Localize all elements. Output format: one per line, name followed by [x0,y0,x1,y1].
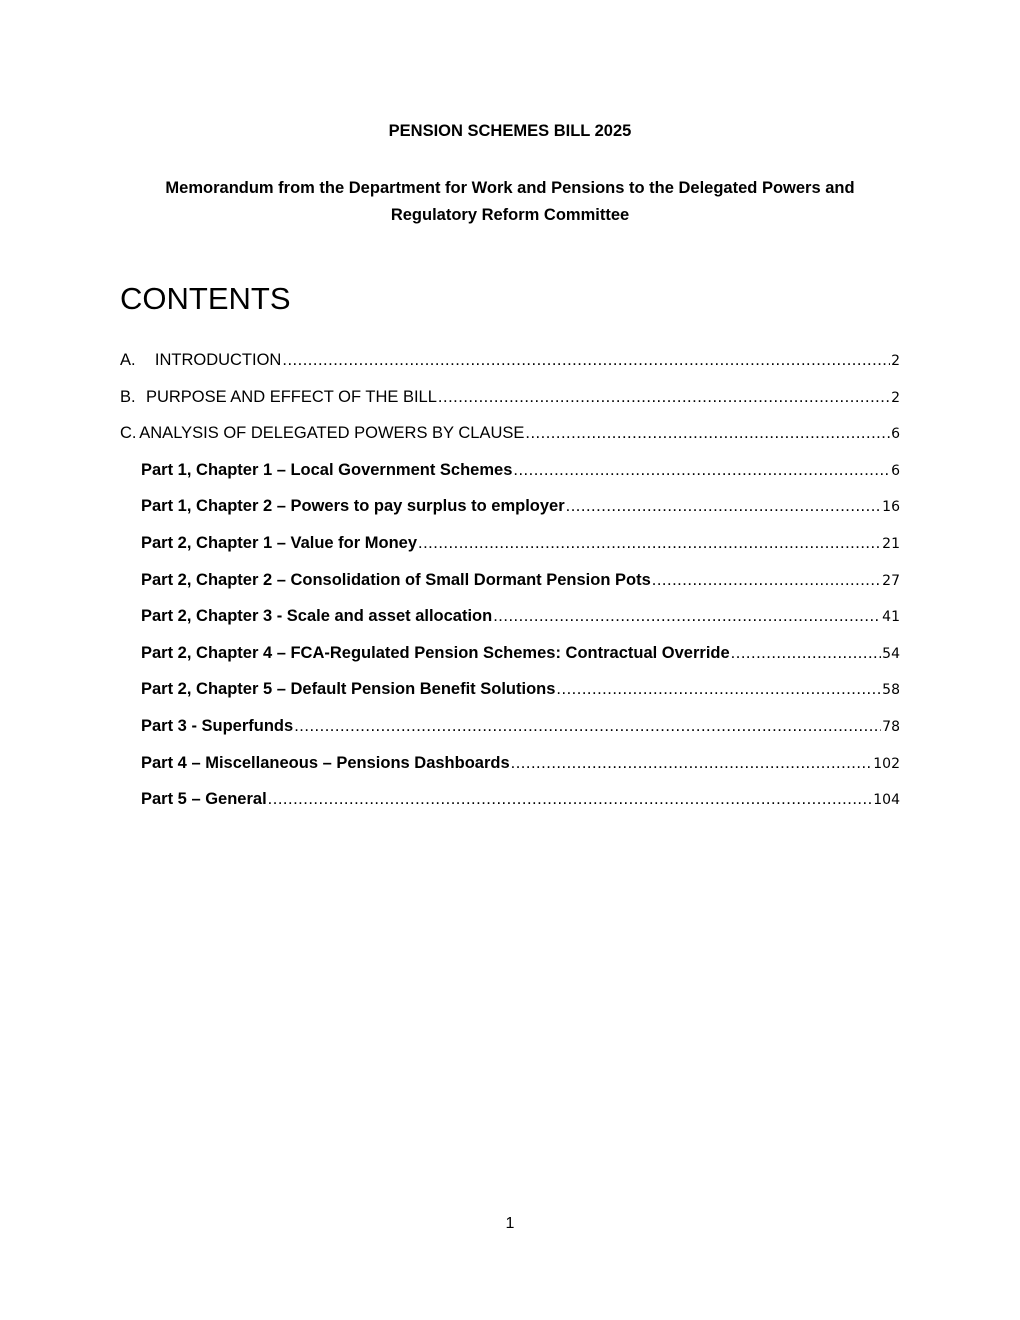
toc-page-number: 27 [882,572,900,589]
dot-leader [511,754,873,773]
dot-leader [294,717,881,736]
toc-page-number: 21 [882,535,900,552]
toc-entry-part5[interactable] [120,790,900,827]
toc-page-number: 6 [891,426,900,443]
toc-page-number: 2 [891,389,900,406]
dot-leader [731,644,882,663]
dot-leader [652,571,881,590]
toc-page-number: 54 [882,645,900,662]
dot-leader [493,607,881,626]
toc-page-number: 104 [873,792,900,809]
toc-page-number: 16 [882,499,900,516]
dot-leader [282,351,890,370]
contents-heading: CONTENTS [120,281,291,316]
toc-text: ANALYSIS OF DELEGATED POWERS BY CLAUSE [139,424,525,443]
toc-text: INTRODUCTION [154,351,282,369]
toc-entry-purpose-and-effect[interactable] [120,388,900,425]
toc-text: PURPOSE AND EFFECT OF THE BILL [145,387,437,406]
toc-text: Part 2, Chapter 1 – Value for Money [141,533,418,552]
toc-text: Part 4 – Miscellaneous – Pensions Dashboards [141,753,510,772]
toc-text: Part 2, Chapter 3 - Scale and asset allocation [141,607,493,626]
toc-page-number: 102 [873,755,900,772]
toc-entry-part2-ch3[interactable] [120,607,900,644]
toc-entry-part2-ch1[interactable] [120,534,900,571]
dot-leader [566,497,882,516]
toc-letter: C. [120,424,137,443]
toc-page-number: 6 [891,462,900,479]
table-of-contents [120,351,900,827]
toc-text: Part 5 – General [141,790,267,809]
toc-entry-analysis[interactable] [120,424,900,461]
dot-leader [513,461,890,480]
toc-text: Part 3 - Superfunds [141,716,294,735]
toc-text: Part 2, Chapter 2 – Consolidation of Small Dormant Pension Pots [141,570,651,589]
toc-entry-part2-ch4[interactable] [120,644,900,681]
dot-leader [268,790,873,809]
document-title: PENSION SCHEMES BILL 2025 [388,122,632,140]
toc-entry-part4[interactable] [120,754,900,791]
dot-leader [418,534,881,553]
toc-text: Part 2, Chapter 5 – Default Pension Benefit Solutions [141,680,556,699]
toc-text: Part 1, Chapter 2 – Powers to pay surplus to employer [141,497,565,516]
toc-letter: A. [120,351,136,369]
toc-entry-part1-ch2[interactable] [120,497,900,534]
dot-leader [556,680,881,699]
toc-entry-part3[interactable] [120,717,900,754]
toc-text: Part 1, Chapter 1 – Local Government Schemes [141,460,513,479]
toc-page-number: 58 [882,682,900,699]
document-subtitle: Memorandum from the Department for Work and Pensions to the Delegated Powers and Regulatory Reform Committee [165,179,855,224]
toc-entry-introduction[interactable] [120,351,900,388]
dot-leader [525,424,890,443]
toc-page-number: 78 [882,718,900,735]
dot-leader [438,388,890,407]
toc-entry-part2-ch2[interactable] [120,571,900,608]
toc-page-number: 41 [882,609,900,626]
toc-entry-part2-ch5[interactable] [120,680,900,717]
toc-entry-part1-ch1[interactable] [120,461,900,498]
page-number: 1 [505,1215,515,1232]
toc-text: Part 2, Chapter 4 – FCA-Regulated Pension Schemes: Contractual Override [141,643,730,662]
toc-page-number: 2 [891,353,900,369]
toc-letter: B. [120,387,136,406]
